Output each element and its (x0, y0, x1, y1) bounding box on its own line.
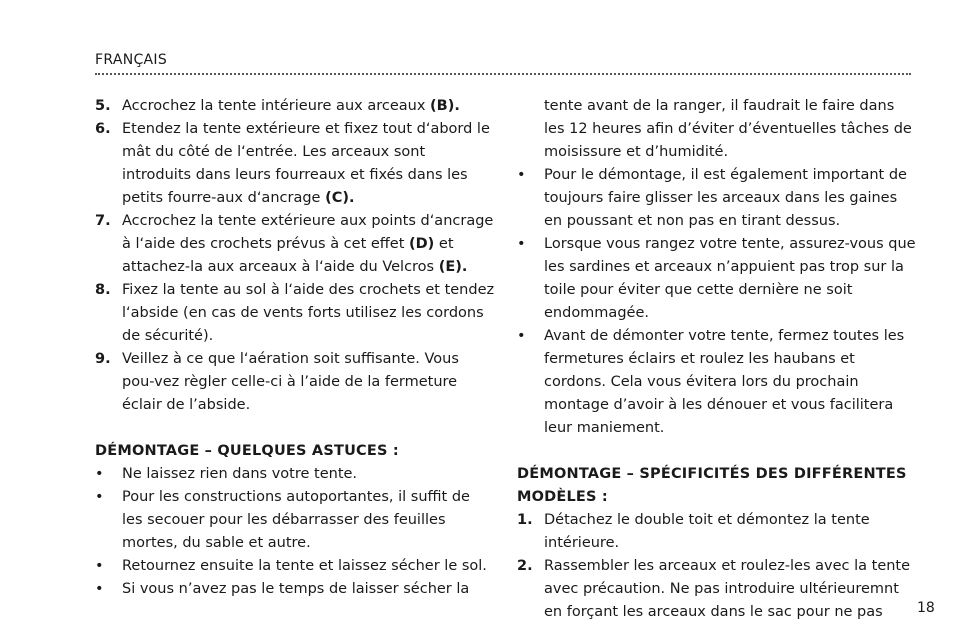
bullet-icon: • (95, 466, 104, 482)
bullet-icon: • (517, 167, 526, 183)
step-number: 9. (95, 351, 111, 367)
figure-reference: (B). (430, 98, 460, 114)
left-column (95, 95, 495, 601)
continued-paragraph: tente avant de la ranger, il faudrait le faire dans les 12 heures afin d’éviter d’éventuelles tâches de moisissure et d’humidité. (544, 98, 912, 160)
step-text: Accrochez la tente extérieure aux points d‘ancrage à l‘aide des crochets prévus à cet effet (122, 213, 494, 252)
figure-reference: (E). (438, 259, 468, 275)
bullet-item (517, 325, 917, 440)
right-column (517, 95, 917, 624)
step-number: 1. (517, 512, 533, 528)
bullet-text: Retournez ensuite la tente et laissez sécher le sol. (122, 558, 487, 574)
bullet-item (95, 578, 495, 601)
bullet-text: Ne laissez rien dans votre tente. (122, 466, 358, 482)
bullet-item (517, 164, 917, 233)
section-language-header: FRANÇAIS (95, 52, 168, 68)
step-item (95, 210, 495, 279)
dotted-divider (95, 73, 911, 75)
bullet-text: Lorsque vous rangez votre tente, assurez-vous que les sardines et arceaux n’appuient pas trop sur la toile pour éviter que cette dernière ne soit endommagée. (544, 236, 916, 321)
step-number: 7. (95, 213, 111, 229)
bullet-item (95, 486, 495, 555)
step-item (95, 348, 495, 417)
figure-reference: (C). (325, 190, 355, 206)
bullet-text: Si vous n’avez pas le temps de laisser sécher la (122, 581, 470, 597)
step-item (95, 95, 495, 118)
models-heading: DÉMONTAGE – SPÉCIFICITÉS DES DIFFÉRENTES MODÈLES : (517, 466, 907, 505)
bullet-text: Avant de démonter votre tente, fermez toutes les fermetures éclairs et roulez les haubans et cordons. Cela vous évitera lors du prochain montage d’avoir à les dénouer et vous facilitera leur maniement. (544, 328, 905, 436)
step-item (95, 118, 495, 210)
page-number: 18 (917, 600, 935, 616)
step-text: Etendez la tente extérieure et fixez tout d‘abord le mât du côté de l‘entrée. Les arceaux sont introduits dans leurs fourreaux et fixés dans les petits fourre-aux d‘ancrage (122, 121, 490, 206)
step-text: et attachez-la aux arceaux à l‘aide du Velcros (122, 236, 454, 275)
step-number: 5. (95, 98, 111, 114)
step-text: Rassembler les arceaux et roulez-les avec la tente avec précaution. Ne pas introduire ultérieuremnt en forçant les arceaux dans le sac pour ne pas (544, 558, 911, 620)
step-text: Veillez à ce que l‘aération soit suffisante. Vous pou-vez règler celle-ci à l’aide de la fermeture éclair de l’abside. (122, 351, 459, 413)
step-text: Détachez le double toit et démontez la tente intérieure. (544, 512, 870, 551)
step-text: Accrochez la tente intérieure aux arceaux (122, 98, 431, 114)
bullet-icon: • (517, 328, 526, 344)
bullet-text: Pour le démontage, il est également important de toujours faire glisser les arceaux dans les gaines en poussant et non pas en tirant dessus. (544, 167, 907, 229)
bullet-icon: • (95, 489, 104, 505)
step-item (517, 509, 917, 555)
bullet-text: Pour les constructions autoportantes, il suffit de les secouer pour les débarrasser des feuilles mortes, du sable et autre. (122, 489, 470, 551)
bullet-icon: • (95, 558, 104, 574)
step-text: Fixez la tente au sol à l‘aide des crochets et tendez l‘abside (en cas de vents forts utilisez les cordons de sécurité). (122, 282, 495, 344)
tips-heading: DÉMONTAGE – QUELQUES ASTUCES : (95, 443, 399, 459)
figure-reference: (D) (409, 236, 435, 252)
bullet-icon: • (517, 236, 526, 252)
step-item (95, 279, 495, 348)
bullet-item (95, 555, 495, 578)
bullet-item (95, 463, 495, 486)
step-item (517, 555, 917, 624)
bullet-icon: • (95, 581, 104, 597)
bullet-item (517, 233, 917, 325)
step-number: 2. (517, 558, 533, 574)
step-number: 6. (95, 121, 111, 137)
step-number: 8. (95, 282, 111, 298)
